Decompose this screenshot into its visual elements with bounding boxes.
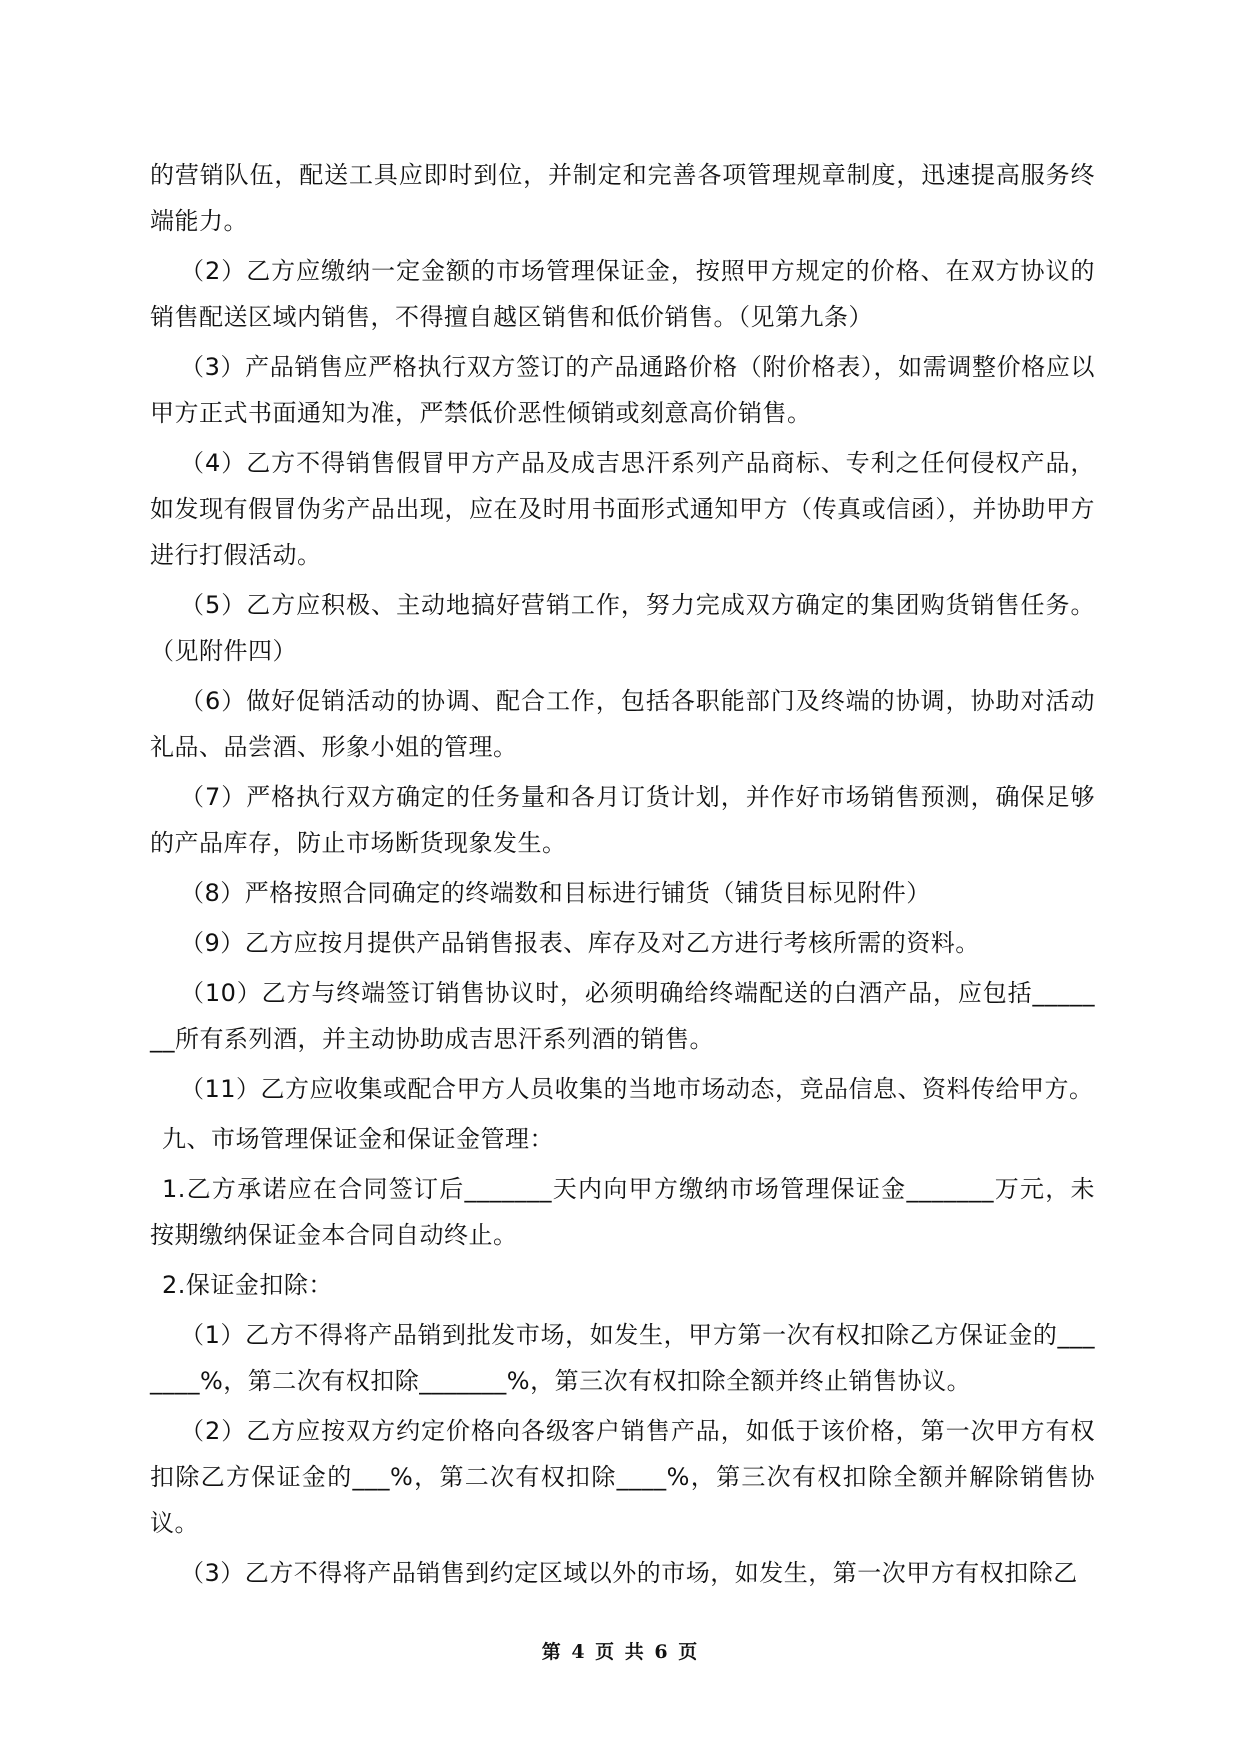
clause-6: （6）做好促销活动的协调、配合工作，包括各职能部门及终端的协调，协助对活动礼品、品尝酒、形象小姐的管理。 [150,687,1095,761]
deposit-item-2: 2.保证金扣除： [162,1271,333,1299]
clause-7: （7）严格执行双方确定的任务量和各月订货计划，并作好市场销售预测，确保足够的产品库存，防止市场断货现象发生。 [150,783,1095,857]
contract-body [150,152,1095,1600]
clause-9: （9）乙方应按月提供产品销售报表、库存及对乙方进行考核所需的资料。 [180,929,980,957]
clause-2: （2）乙方应缴纳一定金额的市场管理保证金，按照甲方规定的价格、在双方协议的销售配送区域内销售，不得擅自越区销售和低价销售。（见第九条） [150,257,1095,331]
paragraph-continuation: 的营销队伍，配送工具应即时到位，并制定和完善各项管理规章制度，迅速提高服务终端能力。 [150,161,1095,235]
clause-11: （11）乙方应收集或配合甲方人员收集的当地市场动态，竞品信息、资料传给甲方。 [180,1075,1094,1103]
page-footer: 第 4 页 共 6 页 [541,1641,700,1663]
clause-5: （5）乙方应积极、主动地搞好营销工作，努力完成双方确定的集团购货销售任务。（见附件四） [150,591,1095,665]
clause-4: （4）乙方不得销售假冒甲方产品及成吉思汗系列产品商标、专利之任何侵权产品，如发现有假冒伪劣产品出现，应在及时用书面形式通知甲方（传真或信函），并协助甲方进行打假活动。 [150,449,1095,569]
clause-8: （8）严格按照合同确定的终端数和目标进行铺货（铺货目标见附件） [180,879,931,907]
deduction-clause-2: （2）乙方应按双方约定价格向各级客户销售产品，如低于该价格，第一次甲方有权扣除乙方保证金的___%，第二次有权扣除____%，第三次有权扣除全额并解除销售协议。 [150,1417,1095,1537]
clause-10: （10）乙方与终端签订销售协议时，必须明确给终端配送的白酒产品，应包括_______所有系列酒，并主动协助成吉思汗系列酒的销售。 [150,979,1095,1053]
deduction-clause-3: （3）乙方不得将产品销售到约定区域以外的市场，如发生，第一次甲方有权扣除乙 [180,1559,1078,1587]
deposit-item-1: 1.乙方承诺应在合同签订后_______天内向甲方缴纳市场管理保证金_______万元，未按期缴纳保证金本合同自动终止。 [150,1175,1095,1249]
clause-3: （3）产品销售应严格执行双方签订的产品通路价格（附价格表），如需调整价格应以甲方正式书面通知为准，严禁低价恶性倾销或刻意高价销售。 [150,353,1095,427]
section-heading-9: 九、市场管理保证金和保证金管理： [162,1125,554,1153]
deduction-clause-1: （1）乙方不得将产品销到批发市场，如发生，甲方第一次有权扣除乙方保证金的_______%，第二次有权扣除_______%，第三次有权扣除全额并终止销售协议。 [150,1321,1095,1395]
